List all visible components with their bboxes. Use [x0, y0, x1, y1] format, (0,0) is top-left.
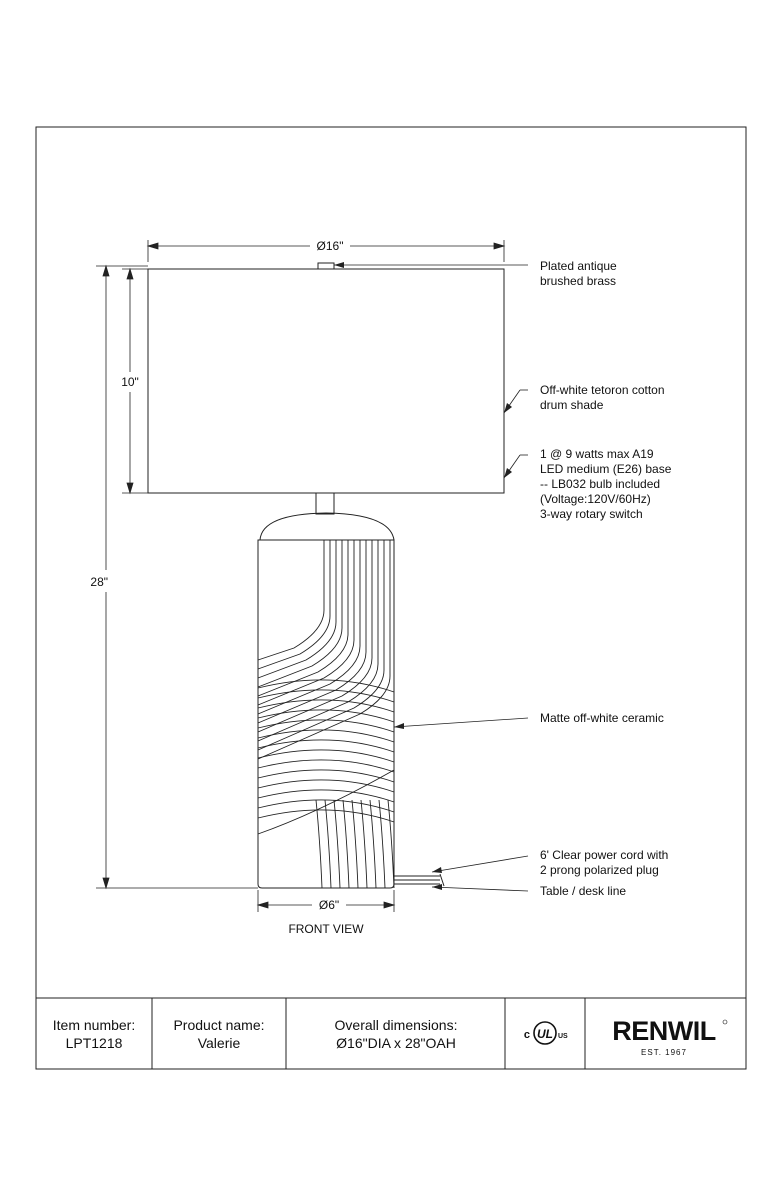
callout-bulb-line4: (Voltage:120V/60Hz) [540, 492, 651, 506]
callout-bulb-line2: LED medium (E26) base [540, 462, 672, 476]
ul-mark-text: UL [537, 1027, 553, 1041]
dim-base-diameter: Ø6" [318, 898, 340, 912]
dim-overall-height: 28" [90, 575, 108, 589]
overall-dimensions-label: Overall dimensions: [334, 1017, 458, 1033]
callout-table-line1: Table / desk line [540, 884, 627, 898]
product-name-label: Product name: [173, 1017, 265, 1033]
callout-bulb-line1: 1 @ 9 watts max A19 [540, 447, 654, 461]
ul-mark-c: c [523, 1029, 530, 1041]
sheet-border [36, 127, 746, 1069]
callout-finial-line2: brushed brass [540, 274, 617, 288]
callout-notes [540, 259, 672, 898]
lamp-drawing [148, 263, 504, 888]
overall-dimensions-value: Ø16"DIA x 28"OAH [336, 1035, 456, 1051]
callout-leaders [334, 262, 528, 891]
item-number-value: LPT1218 [65, 1035, 123, 1051]
body-dome [260, 513, 394, 540]
finial [318, 263, 334, 269]
callout-cord-line1: 6' Clear power cord with [540, 848, 669, 862]
callout-shade-line1: Off-white tetoron cotton [540, 383, 665, 397]
callout-finial-line1: Plated antique [540, 259, 617, 273]
callout-ceramic-line1: Matte off-white ceramic [540, 711, 664, 725]
callout-bulb-line3: -- LB032 bulb included [540, 477, 661, 491]
drum-shade [148, 269, 504, 493]
callout-shade-line2: drum shade [540, 398, 604, 412]
dim-shade-height: 10" [121, 375, 139, 389]
ul-certification-icon [524, 1022, 568, 1044]
callout-cord-line2: 2 prong polarized plug [540, 863, 659, 877]
brand-name: RENWIL [612, 1016, 716, 1046]
item-number-label: Item number: [52, 1017, 136, 1033]
ul-mark-us: US [558, 1033, 568, 1040]
renwil-logo [612, 1016, 727, 1057]
lamp-neck [316, 493, 334, 514]
dim-shade-diameter: Ø16" [316, 239, 344, 253]
ceramic-pattern [258, 540, 394, 888]
product-name-value: Valerie [197, 1035, 241, 1051]
view-label: FRONT VIEW [288, 922, 364, 936]
callout-bulb-line5: 3-way rotary switch [540, 507, 643, 521]
title-block [152, 998, 585, 1069]
brand-established: EST. 1967 [641, 1048, 687, 1057]
